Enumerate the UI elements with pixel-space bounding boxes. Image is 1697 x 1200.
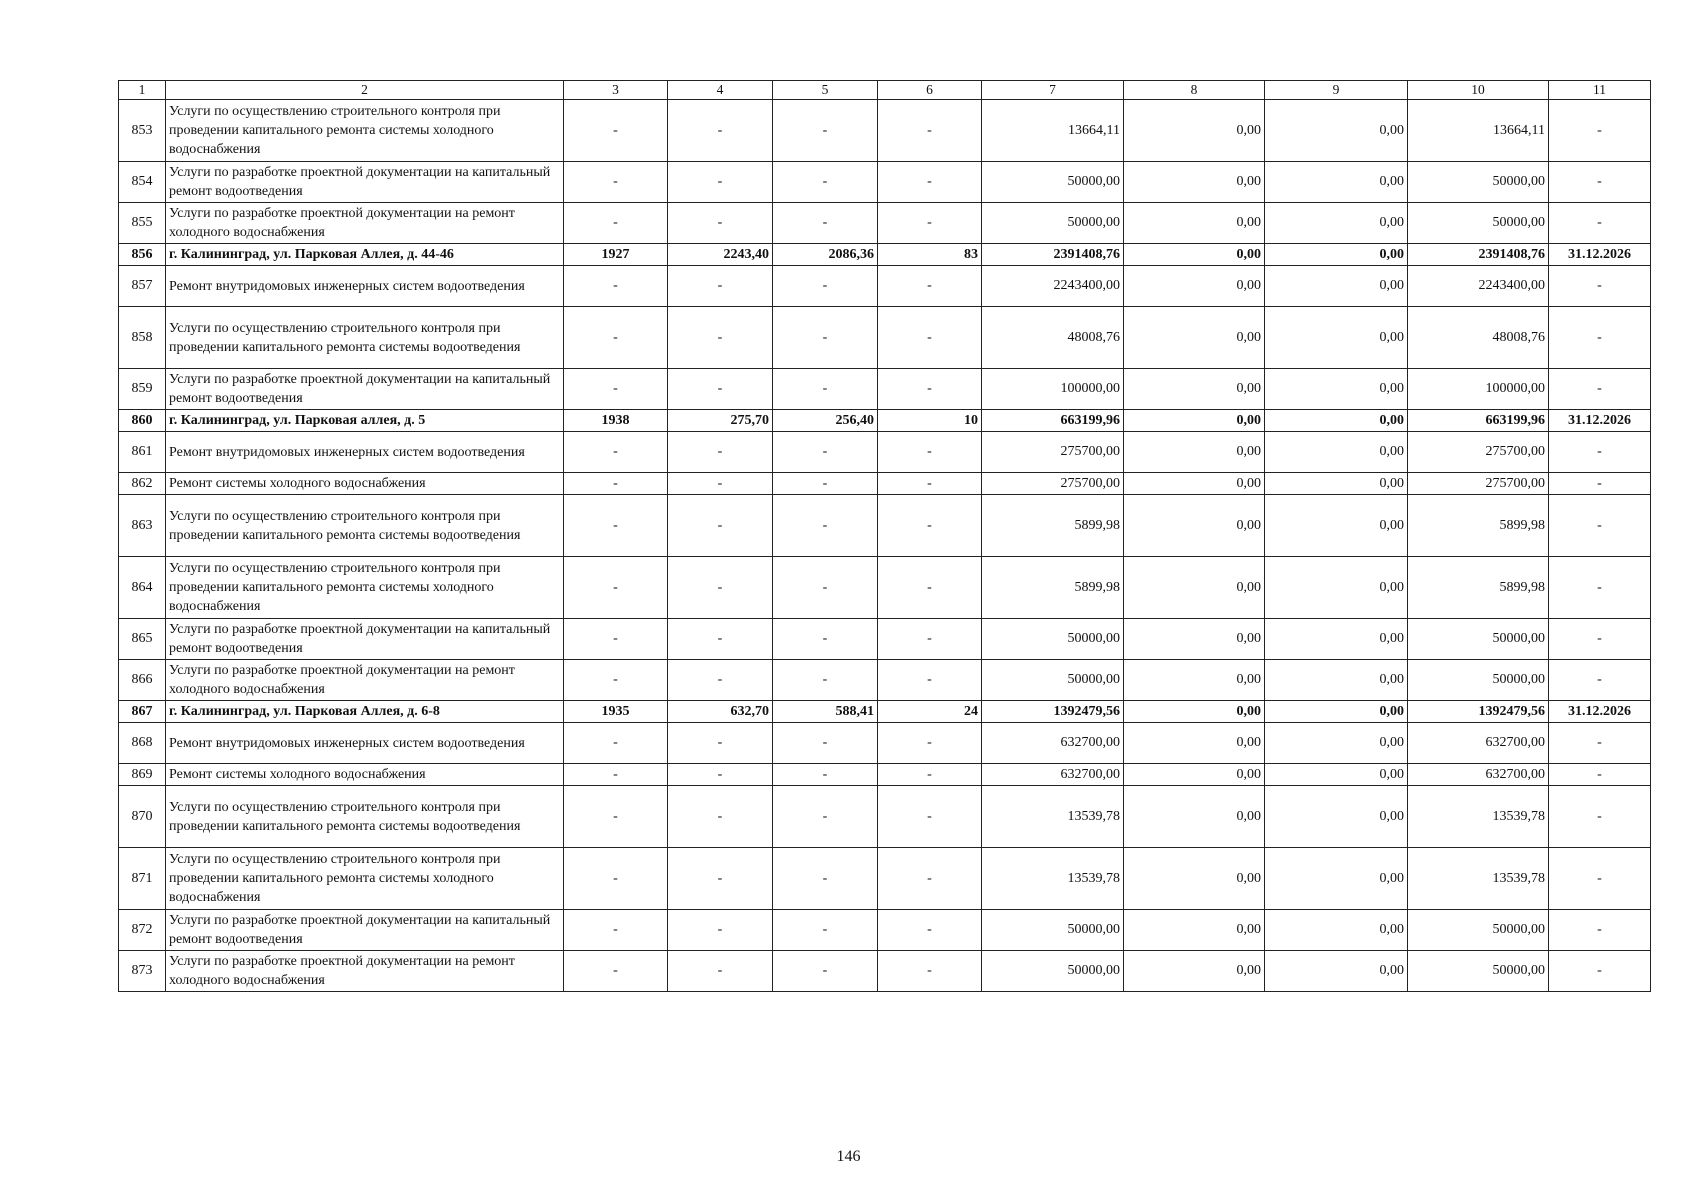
owners-cost-cell: 2391408,76 [1408, 244, 1549, 266]
residents-cell: - [878, 951, 982, 992]
completion-date-cell: - [1549, 162, 1651, 203]
work-description-cell: Услуги по разработке проектной документации на ремонт холодного водоснабжения [166, 660, 564, 701]
living-area-cell: - [773, 266, 878, 307]
row-number-cell: 863 [119, 495, 166, 557]
work-description-cell: Услуги по осуществлению строительного контроля при проведении капитального ремонта системы холодного водоснабжения [166, 557, 564, 619]
repair-schedule-table [118, 80, 1651, 992]
owners-cost-cell: 50000,00 [1408, 660, 1549, 701]
residents-cell: - [878, 848, 982, 910]
total-area-cell: - [668, 495, 773, 557]
residents-cell: - [878, 557, 982, 619]
row-number-cell: 870 [119, 786, 166, 848]
total-cost-cell: 2391408,76 [982, 244, 1124, 266]
address-row [119, 244, 1651, 266]
page-number: 146 [836, 1148, 861, 1165]
year-cell: - [564, 495, 668, 557]
year-cell: - [564, 100, 668, 162]
year-cell: - [564, 951, 668, 992]
year-cell: - [564, 369, 668, 410]
row-number-cell: 856 [119, 244, 166, 266]
row-number-cell: 868 [119, 723, 166, 764]
total-area-cell: - [668, 848, 773, 910]
address-cell: г. Калининград, ул. Парковая Аллея, д. 44-46 [166, 244, 564, 266]
completion-date-cell: - [1549, 723, 1651, 764]
residents-cell: - [878, 203, 982, 244]
work-description-cell: Услуги по разработке проектной документации на капитальный ремонт водоотведения [166, 369, 564, 410]
table-row [119, 432, 1651, 473]
table-row [119, 557, 1651, 619]
total-area-cell: - [668, 786, 773, 848]
owners-cost-cell: 13539,78 [1408, 786, 1549, 848]
total-cost-cell: 50000,00 [982, 951, 1124, 992]
budget-cost-cell: 0,00 [1265, 162, 1408, 203]
fund-cost-cell: 0,00 [1124, 910, 1265, 951]
total-area-cell: - [668, 723, 773, 764]
residents-cell: - [878, 266, 982, 307]
living-area-cell: 588,41 [773, 701, 878, 723]
row-number-cell: 862 [119, 473, 166, 495]
total-area-cell: - [668, 369, 773, 410]
total-area-cell: - [668, 473, 773, 495]
fund-cost-cell: 0,00 [1124, 951, 1265, 992]
table-row [119, 495, 1651, 557]
owners-cost-cell: 5899,98 [1408, 557, 1549, 619]
year-cell: - [564, 723, 668, 764]
row-number-cell: 861 [119, 432, 166, 473]
fund-cost-cell: 0,00 [1124, 764, 1265, 786]
total-cost-cell: 13539,78 [982, 848, 1124, 910]
living-area-cell: - [773, 660, 878, 701]
total-area-cell: - [668, 619, 773, 660]
year-cell: - [564, 162, 668, 203]
budget-cost-cell: 0,00 [1265, 473, 1408, 495]
residents-cell: - [878, 162, 982, 203]
row-number-cell: 872 [119, 910, 166, 951]
budget-cost-cell: 0,00 [1265, 660, 1408, 701]
residents-cell: 10 [878, 410, 982, 432]
completion-date-cell: - [1549, 848, 1651, 910]
residents-cell: - [878, 619, 982, 660]
row-number-cell: 860 [119, 410, 166, 432]
row-number-cell: 857 [119, 266, 166, 307]
table-header [119, 81, 1651, 100]
total-cost-cell: 100000,00 [982, 369, 1124, 410]
work-description-cell: Услуги по осуществлению строительного контроля при проведении капитального ремонта системы водоотведения [166, 786, 564, 848]
living-area-cell: - [773, 723, 878, 764]
living-area-cell: - [773, 100, 878, 162]
budget-cost-cell: 0,00 [1265, 307, 1408, 369]
residents-cell: - [878, 307, 982, 369]
owners-cost-cell: 48008,76 [1408, 307, 1549, 369]
budget-cost-cell: 0,00 [1265, 203, 1408, 244]
row-number-cell: 859 [119, 369, 166, 410]
year-cell: - [564, 660, 668, 701]
total-area-cell: - [668, 203, 773, 244]
total-area-cell: - [668, 307, 773, 369]
work-description-cell: Ремонт системы холодного водоснабжения [166, 764, 564, 786]
residents-cell: - [878, 910, 982, 951]
owners-cost-cell: 5899,98 [1408, 495, 1549, 557]
fund-cost-cell: 0,00 [1124, 619, 1265, 660]
fund-cost-cell: 0,00 [1124, 848, 1265, 910]
budget-cost-cell: 0,00 [1265, 100, 1408, 162]
work-description-cell: Услуги по осуществлению строительного контроля при проведении капитального ремонта системы водоотведения [166, 307, 564, 369]
year-cell: - [564, 786, 668, 848]
fund-cost-cell: 0,00 [1124, 723, 1265, 764]
total-cost-cell: 1392479,56 [982, 701, 1124, 723]
budget-cost-cell: 0,00 [1265, 557, 1408, 619]
residents-cell: - [878, 764, 982, 786]
budget-cost-cell: 0,00 [1265, 369, 1408, 410]
year-cell: - [564, 266, 668, 307]
total-area-cell: 275,70 [668, 410, 773, 432]
total-area-cell: - [668, 432, 773, 473]
column-header: 6 [878, 81, 982, 100]
completion-date-cell: - [1549, 764, 1651, 786]
fund-cost-cell: 0,00 [1124, 307, 1265, 369]
year-cell: - [564, 764, 668, 786]
fund-cost-cell: 0,00 [1124, 244, 1265, 266]
column-header: 2 [166, 81, 564, 100]
completion-date-cell: - [1549, 951, 1651, 992]
work-description-cell: Ремонт внутридомовых инженерных систем водоотведения [166, 432, 564, 473]
residents-cell: - [878, 100, 982, 162]
column-header: 5 [773, 81, 878, 100]
living-area-cell: - [773, 848, 878, 910]
owners-cost-cell: 632700,00 [1408, 723, 1549, 764]
completion-date-cell: - [1549, 203, 1651, 244]
living-area-cell: - [773, 369, 878, 410]
completion-date-cell: - [1549, 100, 1651, 162]
residents-cell: - [878, 495, 982, 557]
completion-date-cell: - [1549, 473, 1651, 495]
total-cost-cell: 5899,98 [982, 495, 1124, 557]
owners-cost-cell: 275700,00 [1408, 432, 1549, 473]
table-row [119, 786, 1651, 848]
total-cost-cell: 632700,00 [982, 764, 1124, 786]
budget-cost-cell: 0,00 [1265, 701, 1408, 723]
owners-cost-cell: 50000,00 [1408, 203, 1549, 244]
work-description-cell: Ремонт системы холодного водоснабжения [166, 473, 564, 495]
completion-date-cell: 31.12.2026 [1549, 244, 1651, 266]
year-cell: - [564, 203, 668, 244]
budget-cost-cell: 0,00 [1265, 910, 1408, 951]
residents-cell: 24 [878, 701, 982, 723]
completion-date-cell: - [1549, 910, 1651, 951]
row-number-cell: 865 [119, 619, 166, 660]
completion-date-cell: - [1549, 369, 1651, 410]
work-description-cell: Услуги по осуществлению строительного контроля при проведении капитального ремонта системы холодного водоснабжения [166, 848, 564, 910]
budget-cost-cell: 0,00 [1265, 786, 1408, 848]
owners-cost-cell: 2243400,00 [1408, 266, 1549, 307]
row-number-cell: 853 [119, 100, 166, 162]
row-number-cell: 871 [119, 848, 166, 910]
owners-cost-cell: 50000,00 [1408, 162, 1549, 203]
completion-date-cell: 31.12.2026 [1549, 410, 1651, 432]
table-row [119, 369, 1651, 410]
year-cell: 1938 [564, 410, 668, 432]
budget-cost-cell: 0,00 [1265, 244, 1408, 266]
total-cost-cell: 275700,00 [982, 473, 1124, 495]
column-header: 11 [1549, 81, 1651, 100]
living-area-cell: - [773, 307, 878, 369]
living-area-cell: - [773, 786, 878, 848]
total-cost-cell: 13664,11 [982, 100, 1124, 162]
residents-cell: - [878, 786, 982, 848]
fund-cost-cell: 0,00 [1124, 660, 1265, 701]
work-description-cell: Услуги по разработке проектной документации на капитальный ремонт водоотведения [166, 162, 564, 203]
owners-cost-cell: 632700,00 [1408, 764, 1549, 786]
address-row [119, 701, 1651, 723]
total-area-cell: 2243,40 [668, 244, 773, 266]
table-row [119, 203, 1651, 244]
total-cost-cell: 50000,00 [982, 619, 1124, 660]
owners-cost-cell: 100000,00 [1408, 369, 1549, 410]
column-header: 3 [564, 81, 668, 100]
work-description-cell: Услуги по разработке проектной документации на ремонт холодного водоснабжения [166, 951, 564, 992]
completion-date-cell: - [1549, 619, 1651, 660]
total-cost-cell: 13539,78 [982, 786, 1124, 848]
table-row [119, 307, 1651, 369]
living-area-cell: - [773, 951, 878, 992]
address-cell: г. Калининград, ул. Парковая аллея, д. 5 [166, 410, 564, 432]
table-row [119, 764, 1651, 786]
fund-cost-cell: 0,00 [1124, 410, 1265, 432]
total-area-cell: - [668, 557, 773, 619]
owners-cost-cell: 50000,00 [1408, 910, 1549, 951]
row-number-cell: 869 [119, 764, 166, 786]
year-cell: - [564, 619, 668, 660]
total-area-cell: 632,70 [668, 701, 773, 723]
fund-cost-cell: 0,00 [1124, 266, 1265, 307]
completion-date-cell: - [1549, 660, 1651, 701]
total-area-cell: - [668, 162, 773, 203]
year-cell: - [564, 473, 668, 495]
living-area-cell: - [773, 557, 878, 619]
column-header: 7 [982, 81, 1124, 100]
living-area-cell: - [773, 203, 878, 244]
budget-cost-cell: 0,00 [1265, 723, 1408, 764]
fund-cost-cell: 0,00 [1124, 369, 1265, 410]
fund-cost-cell: 0,00 [1124, 473, 1265, 495]
total-area-cell: - [668, 100, 773, 162]
row-number-cell: 867 [119, 701, 166, 723]
column-header: 10 [1408, 81, 1549, 100]
table-row [119, 473, 1651, 495]
living-area-cell: - [773, 432, 878, 473]
living-area-cell: - [773, 162, 878, 203]
owners-cost-cell: 50000,00 [1408, 619, 1549, 660]
row-number-cell: 858 [119, 307, 166, 369]
residents-cell: - [878, 432, 982, 473]
table-row [119, 910, 1651, 951]
budget-cost-cell: 0,00 [1265, 764, 1408, 786]
total-area-cell: - [668, 951, 773, 992]
table-row [119, 266, 1651, 307]
completion-date-cell: - [1549, 786, 1651, 848]
year-cell: 1927 [564, 244, 668, 266]
completion-date-cell: - [1549, 266, 1651, 307]
owners-cost-cell: 663199,96 [1408, 410, 1549, 432]
owners-cost-cell: 13539,78 [1408, 848, 1549, 910]
fund-cost-cell: 0,00 [1124, 162, 1265, 203]
row-number-cell: 864 [119, 557, 166, 619]
year-cell: - [564, 557, 668, 619]
owners-cost-cell: 1392479,56 [1408, 701, 1549, 723]
work-description-cell: Услуги по разработке проектной документации на ремонт холодного водоснабжения [166, 203, 564, 244]
residents-cell: - [878, 369, 982, 410]
year-cell: - [564, 848, 668, 910]
budget-cost-cell: 0,00 [1265, 951, 1408, 992]
total-cost-cell: 50000,00 [982, 203, 1124, 244]
column-header: 1 [119, 81, 166, 100]
total-cost-cell: 50000,00 [982, 162, 1124, 203]
fund-cost-cell: 0,00 [1124, 495, 1265, 557]
living-area-cell: 2086,36 [773, 244, 878, 266]
budget-cost-cell: 0,00 [1265, 410, 1408, 432]
owners-cost-cell: 50000,00 [1408, 951, 1549, 992]
living-area-cell: - [773, 495, 878, 557]
living-area-cell: - [773, 473, 878, 495]
completion-date-cell: - [1549, 432, 1651, 473]
total-cost-cell: 50000,00 [982, 660, 1124, 701]
table-row [119, 951, 1651, 992]
table-row [119, 162, 1651, 203]
living-area-cell: 256,40 [773, 410, 878, 432]
column-header: 8 [1124, 81, 1265, 100]
fund-cost-cell: 0,00 [1124, 786, 1265, 848]
residents-cell: - [878, 660, 982, 701]
row-number-cell: 854 [119, 162, 166, 203]
living-area-cell: - [773, 910, 878, 951]
row-number-cell: 873 [119, 951, 166, 992]
owners-cost-cell: 275700,00 [1408, 473, 1549, 495]
column-header: 4 [668, 81, 773, 100]
total-cost-cell: 48008,76 [982, 307, 1124, 369]
fund-cost-cell: 0,00 [1124, 432, 1265, 473]
budget-cost-cell: 0,00 [1265, 266, 1408, 307]
table-row [119, 619, 1651, 660]
fund-cost-cell: 0,00 [1124, 203, 1265, 244]
residents-cell: - [878, 723, 982, 764]
work-description-cell: Ремонт внутридомовых инженерных систем водоотведения [166, 266, 564, 307]
completion-date-cell: - [1549, 307, 1651, 369]
year-cell: - [564, 432, 668, 473]
budget-cost-cell: 0,00 [1265, 619, 1408, 660]
table-row [119, 848, 1651, 910]
year-cell: - [564, 307, 668, 369]
year-cell: 1935 [564, 701, 668, 723]
budget-cost-cell: 0,00 [1265, 848, 1408, 910]
fund-cost-cell: 0,00 [1124, 557, 1265, 619]
address-row [119, 410, 1651, 432]
total-cost-cell: 632700,00 [982, 723, 1124, 764]
table-row [119, 660, 1651, 701]
column-header: 9 [1265, 81, 1408, 100]
completion-date-cell: 31.12.2026 [1549, 701, 1651, 723]
work-description-cell: Услуги по осуществлению строительного контроля при проведении капитального ремонта системы водоотведения [166, 495, 564, 557]
address-cell: г. Калининград, ул. Парковая Аллея, д. 6-8 [166, 701, 564, 723]
total-cost-cell: 663199,96 [982, 410, 1124, 432]
year-cell: - [564, 910, 668, 951]
column-number-row [119, 81, 1651, 100]
fund-cost-cell: 0,00 [1124, 100, 1265, 162]
table-body [119, 100, 1651, 992]
total-cost-cell: 2243400,00 [982, 266, 1124, 307]
total-area-cell: - [668, 660, 773, 701]
table-row [119, 100, 1651, 162]
fund-cost-cell: 0,00 [1124, 701, 1265, 723]
budget-cost-cell: 0,00 [1265, 495, 1408, 557]
completion-date-cell: - [1549, 557, 1651, 619]
completion-date-cell: - [1549, 495, 1651, 557]
total-area-cell: - [668, 266, 773, 307]
work-description-cell: Ремонт внутридомовых инженерных систем водоотведения [166, 723, 564, 764]
work-description-cell: Услуги по разработке проектной документации на капитальный ремонт водоотведения [166, 619, 564, 660]
work-description-cell: Услуги по разработке проектной документации на капитальный ремонт водоотведения [166, 910, 564, 951]
table-row [119, 723, 1651, 764]
total-area-cell: - [668, 764, 773, 786]
total-area-cell: - [668, 910, 773, 951]
total-cost-cell: 50000,00 [982, 910, 1124, 951]
residents-cell: - [878, 473, 982, 495]
row-number-cell: 855 [119, 203, 166, 244]
total-cost-cell: 275700,00 [982, 432, 1124, 473]
living-area-cell: - [773, 764, 878, 786]
row-number-cell: 866 [119, 660, 166, 701]
work-description-cell: Услуги по осуществлению строительного контроля при проведении капитального ремонта системы холодного водоснабжения [166, 100, 564, 162]
living-area-cell: - [773, 619, 878, 660]
budget-cost-cell: 0,00 [1265, 432, 1408, 473]
residents-cell: 83 [878, 244, 982, 266]
total-cost-cell: 5899,98 [982, 557, 1124, 619]
owners-cost-cell: 13664,11 [1408, 100, 1549, 162]
